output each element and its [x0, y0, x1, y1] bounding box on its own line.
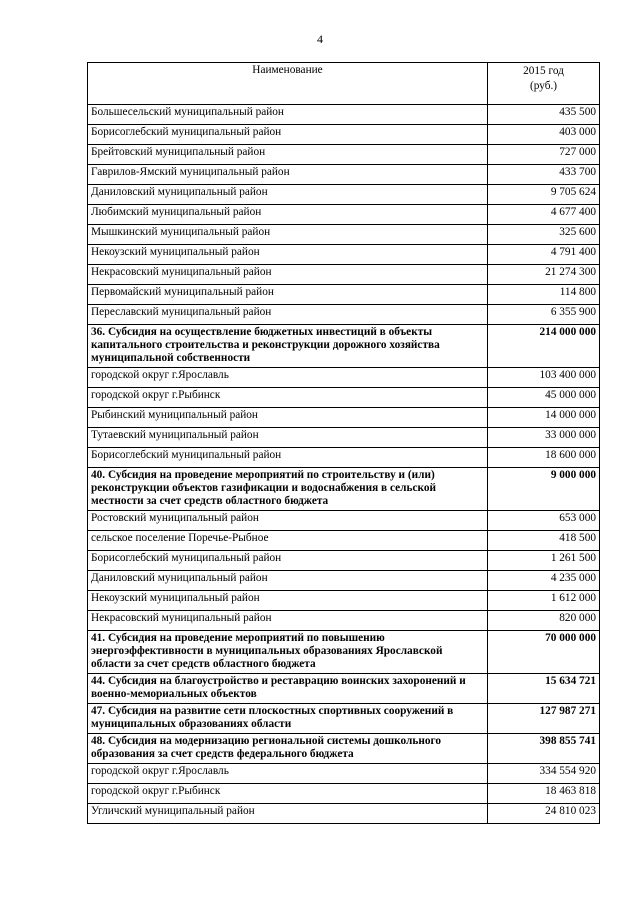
section-amount: 398 855 741: [488, 734, 600, 764]
section-row: [88, 631, 600, 674]
row-amount: 418 500: [488, 531, 600, 551]
row-name: Гаврилов-Ямский муниципальный район: [88, 165, 488, 185]
row-name: Борисоглебский муниципальный район: [88, 125, 488, 145]
row-amount: 103 400 000: [488, 368, 600, 388]
row-amount: 334 554 920: [488, 764, 600, 784]
row-amount: 33 000 000: [488, 428, 600, 448]
row-name: Мышкинский муниципальный район: [88, 225, 488, 245]
column-header-amount: [488, 63, 600, 105]
section-amount: 9 000 000: [488, 468, 600, 511]
row-amount: 14 000 000: [488, 408, 600, 428]
row-amount: 1 261 500: [488, 551, 600, 571]
table-row: [88, 125, 600, 145]
row-name: Некоузский муниципальный район: [88, 591, 488, 611]
row-name: Даниловский муниципальный район: [88, 571, 488, 591]
section-title: 44. Субсидия на благоустройство и реставрацию воинских захоронений и военно-мемориальных объектов: [88, 674, 488, 704]
row-amount: 403 000: [488, 125, 600, 145]
table-row: [88, 408, 600, 428]
section-amount: 127 987 271: [488, 704, 600, 734]
table-header-row: [88, 63, 600, 105]
row-amount: 4 235 000: [488, 571, 600, 591]
row-name: Большесельский муниципальный район: [88, 105, 488, 125]
table-row: [88, 388, 600, 408]
row-amount: 727 000: [488, 145, 600, 165]
row-name: Первомайский муниципальный район: [88, 285, 488, 305]
row-amount: 433 700: [488, 165, 600, 185]
table-row: [88, 804, 600, 824]
section-amount: 214 000 000: [488, 325, 600, 368]
section-title: 47. Субсидия на развитие сети плоскостных спортивных сооружений в муниципальных образованиях области: [88, 704, 488, 734]
table-row: [88, 784, 600, 804]
row-amount: 18 463 818: [488, 784, 600, 804]
row-amount: 45 000 000: [488, 388, 600, 408]
row-amount: 1 612 000: [488, 591, 600, 611]
table-row: [88, 165, 600, 185]
row-name: Ростовский муниципальный район: [88, 511, 488, 531]
row-name: Борисоглебский муниципальный район: [88, 551, 488, 571]
table-row: [88, 305, 600, 325]
section-row: [88, 468, 600, 511]
row-name: сельское поселение Поречье-Рыбное: [88, 531, 488, 551]
row-amount: 4 791 400: [488, 245, 600, 265]
section-row: [88, 325, 600, 368]
row-amount: 21 274 300: [488, 265, 600, 285]
table-row: [88, 428, 600, 448]
row-name: Любимский муниципальный район: [88, 205, 488, 225]
row-name: Тутаевский муниципальный район: [88, 428, 488, 448]
row-name: городской округ г.Рыбинск: [88, 388, 488, 408]
table-row: [88, 611, 600, 631]
table-row: [88, 591, 600, 611]
table-body: [88, 105, 600, 824]
table-row: [88, 185, 600, 205]
table-row: [88, 531, 600, 551]
row-amount: 18 600 000: [488, 448, 600, 468]
section-title: 36. Субсидия на осуществление бюджетных инвестиций в объекты капитального строительства и реконструкции дорожного хозяйства муниципальной собственности: [88, 325, 488, 368]
table-row: [88, 368, 600, 388]
row-name: Угличский муниципальный район: [88, 804, 488, 824]
table-row: [88, 571, 600, 591]
row-name: Брейтовский муниципальный район: [88, 145, 488, 165]
section-row: [88, 734, 600, 764]
table-row: [88, 245, 600, 265]
table-row: [88, 225, 600, 245]
row-name: Некоузский муниципальный район: [88, 245, 488, 265]
table-row: [88, 265, 600, 285]
row-name: Некрасовский муниципальный район: [88, 265, 488, 285]
row-amount: 653 000: [488, 511, 600, 531]
table-row: [88, 551, 600, 571]
section-row: [88, 674, 600, 704]
row-amount: 6 355 900: [488, 305, 600, 325]
column-header-year: 2015 год: [523, 65, 564, 77]
column-header-unit: (руб.): [529, 80, 558, 92]
row-name: Некрасовский муниципальный район: [88, 611, 488, 631]
row-amount: 325 600: [488, 225, 600, 245]
row-name: Борисоглебский муниципальный район: [88, 448, 488, 468]
row-amount: 9 705 624: [488, 185, 600, 205]
table-row: [88, 205, 600, 225]
row-amount: 114 800: [488, 285, 600, 305]
table-row: [88, 145, 600, 165]
section-title: 40. Субсидия на проведение мероприятий по строительству и (или) реконструкции объектов газификации и водоснабжения в сельской местности за счет средств областного бюджета: [88, 468, 488, 511]
row-amount: 820 000: [488, 611, 600, 631]
row-name: Переславский муниципальный район: [88, 305, 488, 325]
section-row: [88, 704, 600, 734]
row-amount: 4 677 400: [488, 205, 600, 225]
section-amount: 15 634 721: [488, 674, 600, 704]
row-name: городской округ г.Ярославль: [88, 764, 488, 784]
section-amount: 70 000 000: [488, 631, 600, 674]
row-name: городской округ г.Рыбинск: [88, 784, 488, 804]
table-row: [88, 105, 600, 125]
section-title: 41. Субсидия на проведение мероприятий по повышению энергоэффективности в муниципальных образованиях Ярославской области за счет средств областного бюджета: [88, 631, 488, 674]
table-row: [88, 511, 600, 531]
section-title: 48. Субсидия на модернизацию региональной системы дошкольного образования за счет средств федерального бюджета: [88, 734, 488, 764]
row-amount: 435 500: [488, 105, 600, 125]
table-row: [88, 764, 600, 784]
table-row: [88, 448, 600, 468]
budget-table: [87, 62, 600, 824]
table-row: [88, 285, 600, 305]
row-amount: 24 810 023: [488, 804, 600, 824]
page-number: 4: [317, 32, 323, 46]
row-name: городской округ г.Ярославль: [88, 368, 488, 388]
column-header-name: Наименование: [88, 63, 488, 105]
row-name: Даниловский муниципальный район: [88, 185, 488, 205]
row-name: Рыбинский муниципальный район: [88, 408, 488, 428]
